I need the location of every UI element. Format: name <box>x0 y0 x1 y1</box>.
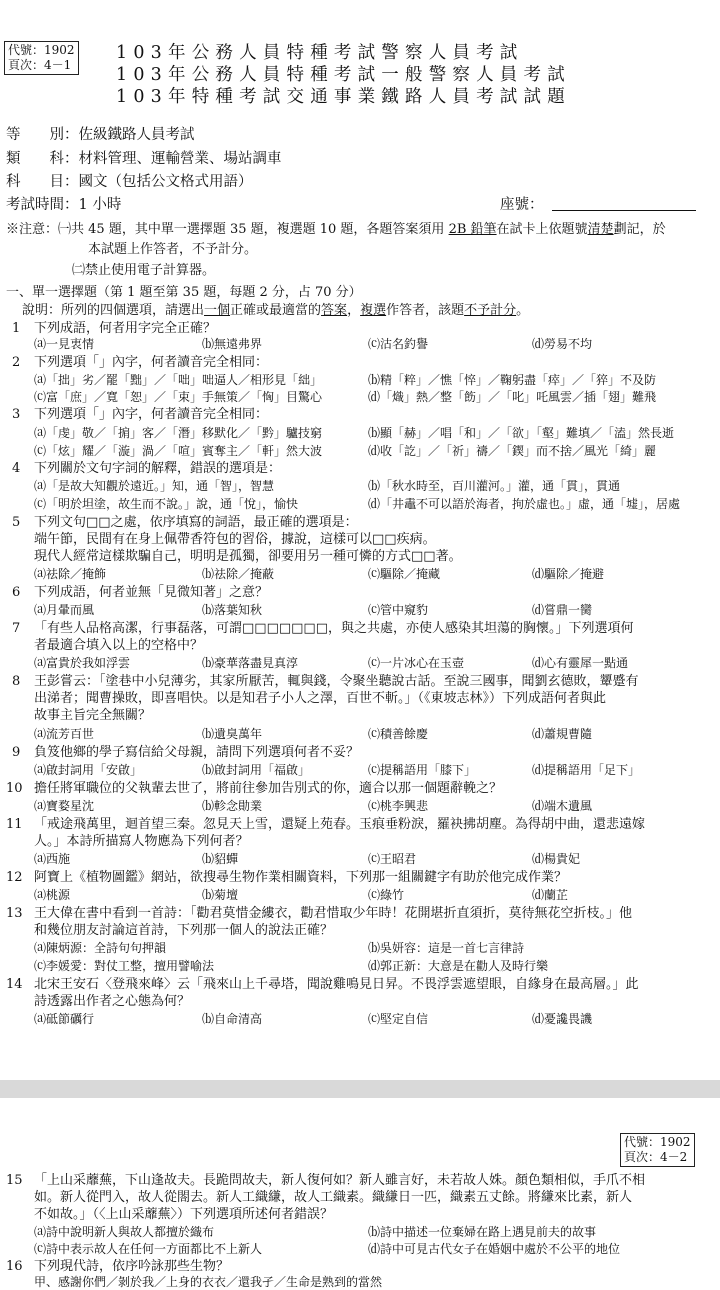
option-a: ⒜月暈而風 <box>34 603 95 617</box>
option-a: ⒜西施 <box>34 852 71 866</box>
notice-text: 劃記，於 <box>613 222 666 237</box>
option-d: ⒟憂讒畏譏 <box>532 1012 593 1026</box>
option-d: ⒟心有靈犀一點通 <box>532 656 629 670</box>
question-number: 7 <box>12 621 21 636</box>
exam-title-1: 103年公務人員特種考試警察人員考試 <box>116 43 524 63</box>
question-stem: 下列選項「」內字，何者讀音完全相同： <box>34 407 269 422</box>
question-number: 14 <box>6 977 23 992</box>
category-row <box>6 150 282 168</box>
option-d: ⒟蘭芷 <box>532 888 569 902</box>
question-stem: 現代人經常這樣欺騙自己，明明是孤獨，卻要用另一種可憐的方式□□著。 <box>34 549 462 564</box>
question-stem: 下列關於文句字詞的解釋，錯誤的選項是： <box>34 461 282 476</box>
option-c: ⒞「炫」耀／「漩」渦／「喧」賓奪主／「軒」然大波 <box>34 444 323 458</box>
option-d: ⒟楊貴妃 <box>532 852 581 866</box>
option-c: ⒞詩中表示故人在任何一方面都比不上新人 <box>34 1242 263 1256</box>
option-d: ⒟「井鼃不可以語於海者，拘於虛也。」虛，通「墟」，居處 <box>368 497 681 511</box>
page-separator <box>0 1080 720 1098</box>
question-stem: 下列成語，何者並無「見微知著」之意？ <box>34 585 269 600</box>
grade-row <box>6 126 195 144</box>
option-d: ⒟嘗鼎一臠 <box>532 603 593 617</box>
notice-line-3: ㈡禁止使用電子計算器。 <box>72 263 216 278</box>
option-c: ⒞「明於坦塗，故生而不說。」說，通「悅」，愉快 <box>34 497 299 511</box>
option-c: ⒞驅除／掩藏 <box>368 567 441 581</box>
question-stem: 下列現代詩，依序吟詠那些生物？ <box>34 1259 230 1274</box>
question-stem: 和幾位朋友討論這首詩，下列那一個人的說法正確？ <box>34 923 334 938</box>
notice-text: 在試卡上依題號 <box>496 222 588 237</box>
option-d: ⒟詩中可見古代女子在婚姻中處於不公平的地位 <box>368 1242 621 1256</box>
instr-text: 作答者，該題 <box>386 303 465 318</box>
question-stem: 不如故。」（〈上山采蘼蕪〉）下列選項所述何者錯誤？ <box>34 1207 334 1222</box>
instr-text: 正確或最適當的 <box>230 303 322 318</box>
option-d: ⒟郭正新：大意是在勸人及時行樂 <box>368 959 549 973</box>
instr-text: ， <box>347 303 361 318</box>
option-d: ⒟「熾」熱／整「飭」／「叱」吒風雲／插「翅」難飛 <box>368 390 657 404</box>
code-label: 代號：1902 <box>624 1135 691 1149</box>
option-a: ⒜流芳百世 <box>34 727 95 741</box>
option-a: ⒜桃源 <box>34 888 71 902</box>
question-stem: 下列文句□□之處，依序填寫的詞語，最正確的選項是： <box>34 515 358 530</box>
question-number: 9 <box>12 745 21 760</box>
question-stem: 負笈他鄉的學子寫信給父母親，請問下列選項何者不妥？ <box>34 745 360 760</box>
option-a: ⒜祛除／掩飾 <box>34 567 107 581</box>
question-number: 8 <box>12 674 21 689</box>
option-a: ⒜陳炳源：全詩句句押韻 <box>34 941 167 955</box>
code-label: 代號：1902 <box>8 43 75 57</box>
question-number: 10 <box>6 781 23 796</box>
category-label: 類 科： <box>6 151 79 167</box>
category-value: 材料管理、運輸營業、場站調車 <box>78 151 282 167</box>
instr-multi: 複選 <box>360 303 387 318</box>
instr-answer: 答案 <box>321 303 348 318</box>
question-stem: 下列選項「」內字，何者讀音完全相同： <box>34 355 269 370</box>
option-c: ⒞積善餘慶 <box>368 727 429 741</box>
option-c: ⒞一片冰心在玉壺 <box>368 656 465 670</box>
option-b: ⒝祛除／掩蔽 <box>202 567 275 581</box>
option-c: ⒞桃李興悲 <box>368 799 429 813</box>
grade-label: 等 別： <box>6 127 79 143</box>
question-number: 4 <box>12 461 21 476</box>
option-b: ⒝自命清高 <box>202 1012 263 1026</box>
subject-row <box>6 173 253 191</box>
option-c: ⒞管中窺豹 <box>368 603 429 617</box>
time-label: 考試時間： <box>6 197 79 213</box>
question-stem: 下列成語，何者用字完全正確？ <box>34 321 217 336</box>
instr-nocredit: 不予計分 <box>464 303 517 318</box>
question-number: 6 <box>12 585 21 600</box>
time-row <box>6 196 121 214</box>
option-b: ⒝軫念勛業 <box>202 799 263 813</box>
option-c: ⒞綠竹 <box>368 888 405 902</box>
question-stem: 「上山采蘼蕪，下山逢故夫。長跪問故夫，新人復何如？新人雖言好，未若故人姝。顏色類相似，手爪不相 <box>34 1173 646 1188</box>
question-stem: 「有些人品格高潔，行事磊落，可謂□□□□□□□，與之共處，亦使人感染其坦蕩的胸懷。」下列選項何 <box>34 621 634 636</box>
code-box <box>4 41 79 75</box>
option-a: ⒜「是故大知觀於遠近。」知，通「智」，智慧 <box>34 479 275 493</box>
section-title: 一、單一選擇題（第 1 題至第 35 題，每題 2 分，占 70 分） <box>6 285 362 300</box>
question-stem: 詩透露出作者之心態為何？ <box>34 994 191 1009</box>
option-d: ⒟端木遺風 <box>532 799 593 813</box>
option-c: ⒞堅定自信 <box>368 1012 429 1026</box>
option-b: ⒝無遠弗界 <box>202 337 263 351</box>
question-stem: 端午節，民間有在身上佩帶香符包的習俗，據說，這樣可以□□疾病。 <box>34 532 436 547</box>
question-number: 11 <box>6 817 23 832</box>
question-number: 12 <box>6 870 23 885</box>
instructions <box>22 303 529 319</box>
code-box <box>620 1133 695 1167</box>
question-stem: 王大偉在書中看到一首詩：「勸君莫惜金縷衣，勸君惜取少年時！花開堪折直須折，莫待無花空折枝。」他 <box>34 906 633 921</box>
notice-text: ㈠共 45 題，其中單一選擇題 35 題，複選題 10 題，各題答案須用 <box>58 222 449 237</box>
page-label: 頁次：4－1 <box>8 58 72 72</box>
question-stem: 王彭嘗云：「塗巷中小兒薄劣，其家所厭苦，輒與錢，令聚坐聽說古話。至說三國事，聞劉玄德敗，顰蹙有 <box>34 674 639 689</box>
instr-text: 說明：所列的四個選項，請選出 <box>22 303 205 318</box>
seat-label: 座號： <box>500 197 544 213</box>
question-number: 1 <box>12 321 21 336</box>
question-stem: 出涕者；聞曹操敗，即喜唱快。以是知君子小人之澤，百世不斬。」（《東坡志林》）下列成語何者與此 <box>34 691 607 706</box>
option-c: ⒞提稱語用「膝下」 <box>368 763 477 777</box>
option-a: ⒜「拙」劣／罷「黜」／「咄」咄逼人／相形見「絀」 <box>34 373 323 387</box>
option-b: ⒝「秋水時至，百川灌河。」灌，通「貫」，貫通 <box>368 479 621 493</box>
question-stem: 北宋王安石〈登飛來峰〉云「飛來山上千尋塔，聞說雞鳴見日昇。不畏浮雲遮望眼，自緣身在最高層。」此 <box>34 977 639 992</box>
option-b: ⒝落葉知秋 <box>202 603 263 617</box>
question-stem: 擔任將軍職位的父執輩去世了，將前往參加告別式的你，適合以那一個題辭輓之？ <box>34 781 503 796</box>
notice-line-1 <box>6 222 666 238</box>
question-number: 5 <box>12 515 21 530</box>
option-b: ⒝詩中描述一位棄婦在路上遇見前夫的故事 <box>368 1225 597 1239</box>
question-stem: 故事主旨完全無關？ <box>34 708 152 723</box>
instr-text: 。 <box>516 303 530 318</box>
exam-page-2 <box>0 1098 720 1289</box>
question-stem: 阿寶上《植物圖鑑》網站，欲搜尋生物作業相關資料，下列那一組關鍵字有助於他完成作業？ <box>34 870 568 885</box>
notice-line-2: 本試題上作答者，不予計分。 <box>88 242 258 257</box>
option-b: ⒝吳妍容：這是一首七言律詩 <box>368 941 525 955</box>
question-stem: 如。新人從門入，故人從閤去。新人工織縑，故人工織素。織縑日一匹，織素五丈餘。將縑來比素，新人 <box>34 1190 633 1205</box>
page-label: 頁次：4－2 <box>624 1150 688 1164</box>
question-number: 15 <box>6 1173 23 1188</box>
option-a: ⒜詩中說明新人與故人都擅於織布 <box>34 1225 215 1239</box>
option-a: ⒜啟封詞用「安啟」 <box>34 763 143 777</box>
option-b: ⒝遺臭萬年 <box>202 727 263 741</box>
question-number: 13 <box>6 906 23 921</box>
option-c: ⒞李媛愛：對仗工整，擅用譬喻法 <box>34 959 215 973</box>
grade-value: 佐級鐵路人員考試 <box>78 127 195 143</box>
exam-title-3: 103年特種考試交通事業鐵路人員考試試題 <box>116 87 571 107</box>
question-stem: 人。」本詩所描寫人物應為下列何者？ <box>34 834 249 849</box>
option-b: ⒝啟封詞用「福啟」 <box>202 763 311 777</box>
option-b: ⒝顯「赫」／唱「和」／「欲」「壑」難填／「溘」然長逝 <box>368 426 675 440</box>
question-number: 2 <box>12 355 21 370</box>
subject-label: 科 目： <box>6 174 79 190</box>
question-stem: 者最適合填入以上的空格中？ <box>34 638 204 653</box>
option-a: ⒜砥節礪行 <box>34 1012 95 1026</box>
notice-label: ※注意： <box>6 222 59 237</box>
option-d: ⒟驅除／掩避 <box>532 567 605 581</box>
notice-clear: 清楚 <box>587 222 614 237</box>
subject-value: 國文（包括公文格式用語） <box>78 174 253 190</box>
option-b: ⒝菊壇 <box>202 888 239 902</box>
option-a: ⒜「虔」敬／「掮」客／「潛」移默化／「黔」驢技窮 <box>34 426 323 440</box>
poem-line: 甲、感謝你們／剝於我／上身的衣衣／還我孑／生命是熟到的當然 <box>34 1275 383 1289</box>
seat-number-line <box>552 210 696 211</box>
time-value: 1 小時 <box>78 197 122 213</box>
question-number: 3 <box>12 407 21 422</box>
option-c: ⒞沽名釣譽 <box>368 337 429 351</box>
option-a: ⒜一見衷情 <box>34 337 95 351</box>
option-d: ⒟蕭規曹隨 <box>532 727 593 741</box>
option-a: ⒜寶婺星沈 <box>34 799 95 813</box>
notice-pencil: 2B 鉛筆 <box>448 222 497 237</box>
instr-one: 一個 <box>204 303 231 318</box>
exam-title-2: 103年公務人員特種考試一般警察人員考試 <box>116 65 571 85</box>
option-b: ⒝貂蟬 <box>202 852 239 866</box>
option-d: ⒟提稱語用「足下」 <box>532 763 641 777</box>
option-d: ⒟勞易不均 <box>532 337 593 351</box>
option-b: ⒝精「粹」／憔「悴」／鞠躬盡「瘁」／「猝」不及防 <box>368 373 657 387</box>
question-stem: 「戒途飛萬里，迴首望三秦。忽見天上雪，還疑上苑春。玉痕垂粉淚，羅袂拂胡塵。為得胡中曲，還悲遠嫁 <box>34 817 646 832</box>
option-d: ⒟收「訖」／「祈」禱／「鍥」而不捨／風光「綺」麗 <box>368 444 657 458</box>
option-b: ⒝豪華落盡見真淳 <box>202 656 299 670</box>
question-number: 16 <box>6 1259 23 1274</box>
option-c: ⒞富「庶」／寬「恕」／「束」手無策／「恟」目驚心 <box>34 390 323 404</box>
option-a: ⒜富貴於我如浮雲 <box>34 656 131 670</box>
option-c: ⒞王昭君 <box>368 852 417 866</box>
